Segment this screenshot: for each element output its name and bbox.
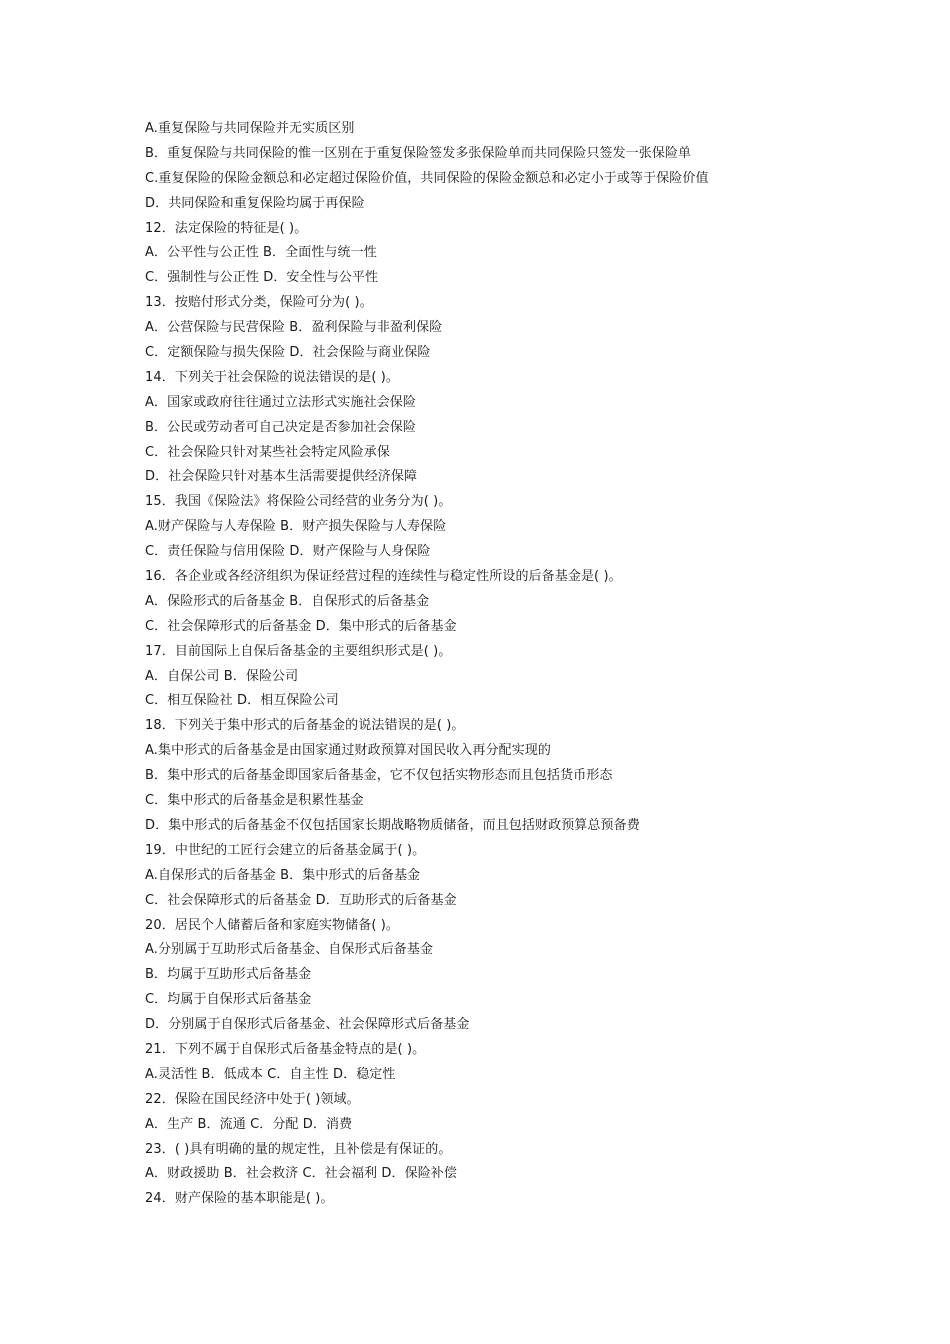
- text-line: C．社会保险只针对某些社会特定风险承保: [145, 444, 390, 460]
- text-line: A．财政援助 B．社会救济 C．社会福利 D．保险补偿: [145, 1166, 457, 1182]
- text-line: A．生产 B．流通 C．分配 D．消费: [145, 1116, 353, 1132]
- text-line: A．公营保险与民营保险 B．盈利保险与非盈利保险: [145, 320, 443, 336]
- text-line: C．社会保障形式的后备基金 D．集中形式的后备基金: [145, 618, 457, 634]
- question-line: 18．下列关于集中形式的后备基金的说法错误的是( )。: [145, 718, 465, 734]
- question-line: 16．各企业或各经济组织为保证经营过程的连续性与稳定性所设的后备基金是( )。: [145, 569, 622, 585]
- text-line: B．公民或劳动者可自己决定是否参加社会保险: [145, 419, 417, 435]
- text-line: A．自保公司 B．保险公司: [145, 668, 299, 684]
- text-line: A.财产保险与人寿保险 B．财产损失保险与人寿保险: [145, 519, 447, 535]
- text-line: A．保险形式的后备基金 B．自保形式的后备基金: [145, 593, 430, 609]
- question-line: 20．居民个人储蓄后备和家庭实物储备( )。: [145, 917, 400, 933]
- text-line: C．责任保险与信用保险 D．财产保险与人身保险: [145, 544, 431, 560]
- text-line: D．分别属于自保形式后备基金、社会保障形式后备基金: [145, 1017, 470, 1033]
- text-line: C．相互保险社 D．相互保险公司: [145, 693, 339, 709]
- question-line: 17．目前国际上自保后备基金的主要组织形式是( )。: [145, 643, 452, 659]
- question-line: 21．下列不属于自保形式后备基金特点的是( )。: [145, 1041, 426, 1057]
- text-line: C．社会保障形式的后备基金 D．互助形式的后备基金: [145, 892, 457, 908]
- text-line: D．集中形式的后备基金不仅包括国家长期战略物质储备，而且包括财政预算总预备费: [145, 817, 640, 833]
- question-line: 24．财产保险的基本职能是( )。: [145, 1191, 334, 1207]
- text-line: A.自保形式的后备基金 B．集中形式的后备基金: [145, 867, 421, 883]
- question-line: 12．法定保险的特征是( )。: [145, 220, 308, 236]
- text-line: A.灵活性 B．低成本 C．自主性 D．稳定性: [145, 1066, 396, 1082]
- text-line: C.重复保险的保险金额总和必定超过保险价值，共同保险的保险金额总和必定小于或等于保险价值: [145, 170, 709, 186]
- text-line: A.集中形式的后备基金是由国家通过财政预算对国民收入再分配实现的: [145, 743, 551, 759]
- text-line: A．国家或政府往往通过立法形式实施社会保险: [145, 394, 416, 410]
- question-line: 22．保险在国民经济中处于( )领域。: [145, 1091, 360, 1107]
- text-line: C．强制性与公正性 D．安全性与公平性: [145, 270, 379, 286]
- question-text-block: [145, 117, 925, 1212]
- question-line: 14．下列关于社会保险的说法错误的是( )。: [145, 369, 400, 385]
- text-line: A．公平性与公正性 B．全面性与统一性: [145, 245, 377, 261]
- text-line: D．社会保险只针对基本生活需要提供经济保障: [145, 469, 418, 485]
- question-line: 15．我国《保险法》将保险公司经营的业务分为( )。: [145, 494, 452, 510]
- text-line: C．均属于自保形式后备基金: [145, 992, 312, 1008]
- text-line: B．集中形式的后备基金即国家后备基金，它不仅包括实物形态而且包括货币形态: [145, 768, 613, 784]
- text-line: C．集中形式的后备基金是积累性基金: [145, 793, 364, 809]
- text-line: A.分别属于互助形式后备基金、自保形式后备基金: [145, 942, 434, 958]
- question-line: 23．( )具有明确的量的规定性，且补偿是有保证的。: [145, 1141, 452, 1157]
- question-line: 13．按赔付形式分类，保险可分为( )。: [145, 295, 373, 311]
- text-line: B．均属于互助形式后备基金: [145, 967, 312, 983]
- question-line: 19．中世纪的工匠行会建立的后备基金属于( )。: [145, 842, 426, 858]
- text-line: D．共同保险和重复保险均属于再保险: [145, 195, 365, 211]
- text-line: B．重复保险与共同保险的惟一区别在于重复保险签发多张保险单而共同保险只签发一张保险单: [145, 145, 692, 161]
- text-line: C．定额保险与损失保险 D．社会保险与商业保险: [145, 345, 431, 361]
- text-line: A.重复保险与共同保险并无实质区别: [145, 121, 355, 136]
